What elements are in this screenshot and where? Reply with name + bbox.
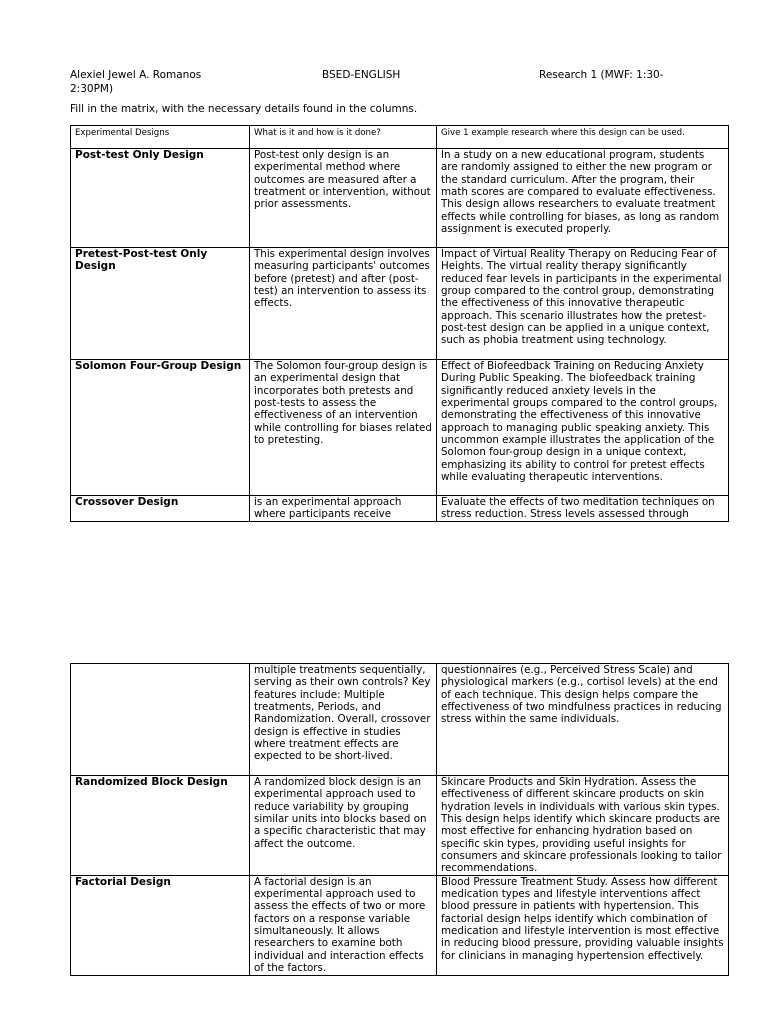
student-name: Alexiel Jewel A. Romanos	[70, 69, 202, 81]
table-row	[71, 496, 729, 522]
column-header-designs: Experimental Designs	[71, 126, 250, 149]
design-name-cell: Solomon Four-Group Design	[71, 360, 250, 496]
design-example-cell: Effect of Biofeedback Training on Reducing Anxiety During Public Speaking. The biofeedback training significantly reduced anxiety levels in the experimental groups compared to the control groups, demonstrating the effectiveness of this innovative approach to managing public speaking anxiety. This uncommon example illustrates the application of the Solomon four-group design in a unique context, emphasizing its ability to control for pretest effects while evaluating therapeutic interventions.	[437, 360, 729, 496]
design-example-cell: questionnaires (e.g., Perceived Stress Scale) and physiological markers (e.g., cortisol levels) at the end of each technique. This design helps compare the effectiveness of two mindfulness practices in reducing stress within the same individuals.	[437, 664, 729, 776]
design-description-cell: A randomized block design is an experimental approach used to reduce variability by grouping similar units into blocks based on a specific characteristic that may affect the outcome.	[250, 776, 437, 876]
design-description-cell: This experimental design involves measuring participants' outcomes before (pretest) and after (post-test) an intervention to assess its effects.	[250, 248, 437, 360]
design-name-cell: Randomized Block Design	[71, 776, 250, 876]
design-example-cell: Evaluate the effects of two meditation techniques on stress reduction. Stress levels assessed through	[437, 496, 729, 522]
subject-schedule: Research 1 (MWF: 1:30-	[539, 69, 664, 81]
design-description-cell: Post-test only design is an experimental method where outcomes are measured after a treatment or intervention, without prior assessments.	[250, 149, 437, 248]
design-example-cell: In a study on a new educational program, students are randomly assigned to either the new program or the standard curriculum. After the program, their math scores are compared to evaluate effectiveness. This design allows researchers to evaluate treatment effects while controlling for biases, as long as random assignment is executed properly.	[437, 149, 729, 248]
design-description-cell: A factorial design is an experimental approach used to assess the effects of two or more factors on a response variable simultaneously. It allows researchers to examine both individual and interaction effects of the factors.	[250, 875, 437, 975]
design-example-cell: Impact of Virtual Reality Therapy on Reducing Fear of Heights. The virtual reality therapy significantly reduced fear levels in participants in the experimental group compared to the control group, demonstrating the effectiveness of this innovative therapeutic approach. This scenario illustrates how the pretest-post-test design can be applied in a unique context, such as phobia treatment using technology.	[437, 248, 729, 360]
table-row	[71, 776, 729, 876]
table-row	[71, 875, 729, 975]
instruction-text: Fill in the matrix, with the necessary details found in the columns.	[70, 103, 418, 115]
subject-schedule-continued: 2:30PM)	[70, 83, 114, 95]
design-name-cell: Post-test Only Design	[71, 149, 250, 248]
matrix-table-page1	[70, 125, 729, 522]
design-name-cell: Pretest-Post-test Only Design	[71, 248, 250, 360]
design-example-cell: Skincare Products and Skin Hydration. Assess the effectiveness of different skincare products on skin hydration levels in individuals with various skin types. This design helps identify which skincare products are most effective for enhancing hydration based on specific skin types, providing useful insights for consumers and skincare professionals looking to tailor recommendations.	[437, 776, 729, 876]
table-row	[71, 248, 729, 360]
column-header-what: What is it and how is it done?	[250, 126, 437, 149]
design-name-cell: Factorial Design	[71, 875, 250, 975]
table-row	[71, 664, 729, 776]
design-name-cell: Crossover Design	[71, 496, 250, 522]
matrix-table-page2	[70, 663, 729, 976]
column-header-example: Give 1 example research where this design can be used.	[437, 126, 729, 149]
table-row	[71, 360, 729, 496]
design-description-cell: The Solomon four-group design is an experimental design that incorporates both pretests and post-tests to assess the effectiveness of an intervention while controlling for biases related to pretesting.	[250, 360, 437, 496]
design-name-cell	[71, 664, 250, 776]
table-header-row	[71, 126, 729, 149]
design-description-cell: multiple treatments sequentially, serving as their own controls? Key features include: Multiple treatments, Periods, and Randomization. Overall, crossover design is effective in studies where treatment effects are expected to be short-lived.	[250, 664, 437, 776]
design-description-cell: is an experimental approach where participants receive	[250, 496, 437, 522]
design-example-cell: Blood Pressure Treatment Study. Assess how different medication types and lifestyle interventions affect blood pressure in patients with hypertension. This factorial design helps identify which combination of medication and lifestyle intervention is most effective in reducing blood pressure, providing valuable insights for clinicians in managing hypertension effectively.	[437, 875, 729, 975]
course-label: BSED-ENGLISH	[322, 69, 401, 81]
table-row	[71, 149, 729, 248]
